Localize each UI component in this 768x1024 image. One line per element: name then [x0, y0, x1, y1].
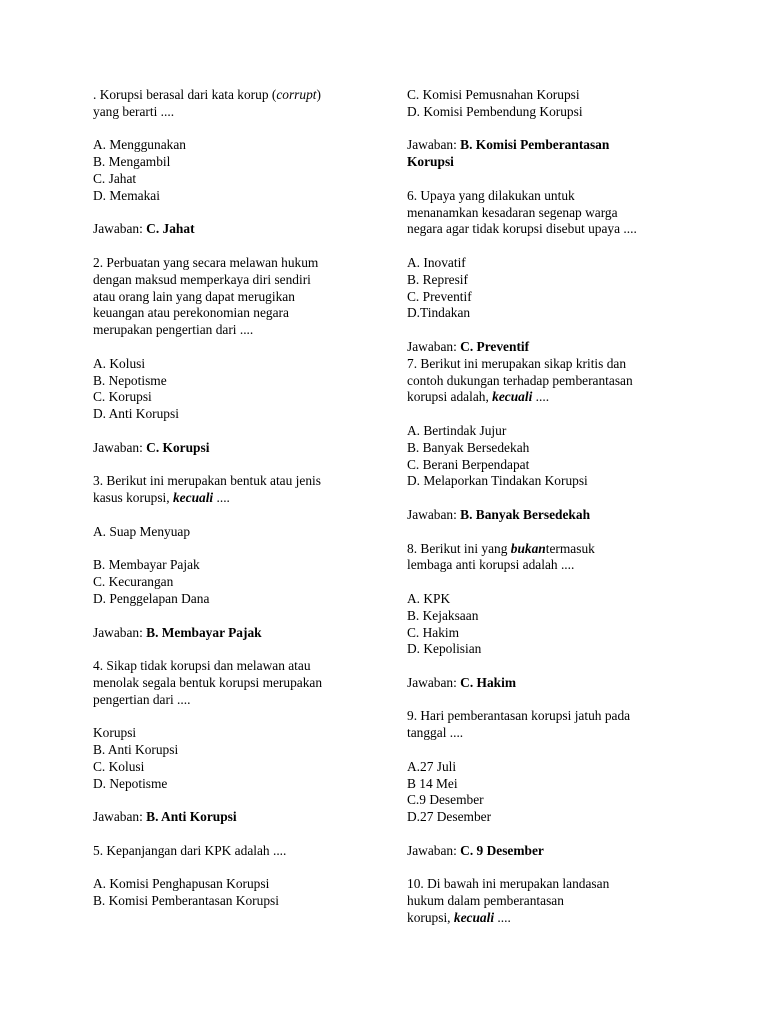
answer-option: B. Anti Korupsi	[93, 742, 179, 758]
question-text: 2. Perbuatan yang secara melawan hukum	[93, 254, 319, 270]
question-text-line	[93, 675, 373, 692]
answer-7	[407, 507, 689, 524]
answer-key-line	[407, 339, 689, 356]
answer-2	[93, 440, 373, 457]
answer-label: Jawaban:	[407, 506, 461, 522]
question-text-line	[407, 893, 689, 910]
options-8	[407, 591, 689, 658]
spacer	[407, 826, 689, 843]
answer-value: C. 9 Desember	[460, 842, 544, 858]
question-text-line	[93, 289, 373, 306]
options-3b	[93, 557, 373, 607]
answer-value: C. Hakim	[460, 674, 516, 690]
question-text: ....	[532, 389, 550, 405]
question-text: 3. Berikut ini merupakan bentuk atau jenis	[93, 473, 321, 489]
answer-value: C. Korupsi	[146, 439, 210, 455]
question-text-line	[407, 910, 689, 927]
spacer	[407, 238, 689, 255]
question-text-line	[407, 205, 689, 222]
spacer	[93, 608, 373, 625]
answer-option: D. Memakai	[93, 187, 160, 203]
question-text-line	[93, 473, 373, 490]
options-3a	[93, 524, 373, 541]
question-text-line	[93, 272, 373, 289]
question-text: . Korupsi berasal dari kata korup (	[93, 87, 277, 102]
spacer	[407, 658, 689, 675]
answer-3	[93, 625, 373, 642]
question-text: menolak segala bentuk korupsi merupakan	[93, 674, 323, 690]
right-column	[407, 87, 689, 927]
answer-option: C. Preventif	[407, 288, 472, 304]
answer-label: Jawaban:	[407, 842, 461, 858]
emphasis-term: kecuali	[172, 490, 214, 506]
question-text-line	[407, 356, 689, 373]
options-5a	[93, 876, 373, 910]
spacer	[93, 541, 373, 558]
question-text: tanggal ....	[407, 725, 464, 741]
question-text-line	[407, 188, 689, 205]
question-5	[93, 843, 373, 860]
answer-key-line	[407, 137, 689, 154]
spacer	[407, 860, 689, 877]
spacer	[93, 205, 373, 222]
answer-key-line	[93, 440, 373, 457]
question-text: keuangan atau perekonomian negara	[93, 305, 289, 321]
answer-option: B. Represif	[407, 271, 468, 287]
question-text-line	[93, 658, 373, 675]
spacer	[407, 524, 689, 541]
answer-label: Jawaban:	[93, 809, 147, 825]
answer-option: A. Kolusi	[93, 355, 146, 371]
question-text-line	[407, 708, 689, 725]
question-text-line	[93, 843, 373, 860]
spacer	[407, 121, 689, 138]
answer-4	[93, 809, 373, 826]
spacer	[407, 574, 689, 591]
spacer	[93, 457, 373, 474]
question-text: termasuk	[545, 540, 595, 556]
question-text: 9. Hari pemberantasan korupsi jatuh pada	[407, 708, 631, 724]
answer-value: C. Jahat	[146, 221, 195, 237]
answer-value: B. Komisi Pemberantasan	[460, 137, 610, 153]
answer-option: B. Kejaksaan	[407, 607, 479, 623]
spacer	[93, 792, 373, 809]
question-text: hukum dalam pemberantasan	[407, 893, 564, 909]
answer-option: C. Kolusi	[93, 758, 145, 774]
question-text: merupakan pengertian dari ....	[93, 322, 254, 338]
spacer	[93, 507, 373, 524]
answer-option: B. Mengambil	[93, 154, 171, 170]
question-text-line	[93, 255, 373, 272]
answer-option: C. Korupsi	[93, 389, 152, 405]
answer-option: B. Nepotisme	[93, 372, 167, 388]
spacer	[93, 423, 373, 440]
answer-option: B. Membayar Pajak	[93, 557, 200, 573]
question-4	[93, 658, 373, 708]
question-text: contoh dukungan terhadap pemberantasan	[407, 372, 633, 388]
question-7	[407, 356, 689, 406]
answer-label: Jawaban:	[93, 624, 147, 640]
question-text: yang berarti ....	[93, 103, 175, 119]
options-5b	[407, 87, 689, 121]
question-text: 8. Berikut ini yang	[407, 540, 511, 556]
answer-9	[407, 843, 689, 860]
answer-label: Jawaban:	[407, 674, 461, 690]
answer-6	[407, 339, 689, 356]
question-text: pengertian dari ....	[93, 691, 191, 707]
question-text: 6. Upaya yang dilakukan untuk	[407, 187, 575, 203]
question-text-line	[93, 692, 373, 709]
answer-option: A. Suap Menyuap	[93, 523, 191, 539]
question-text-line	[93, 87, 373, 104]
question-text-line	[93, 322, 373, 339]
italic-term: corrupt	[276, 87, 317, 102]
answer-option: C. Jahat	[93, 170, 137, 186]
answer-option: D. Melaporkan Tindakan Korupsi	[407, 473, 588, 489]
answer-label: Jawaban:	[407, 338, 461, 354]
question-text: 5. Kepanjangan dari KPK adalah ....	[93, 842, 287, 858]
answer-key-line	[407, 843, 689, 860]
answer-key-line	[407, 675, 689, 692]
answer-option: C. Kecurangan	[93, 574, 174, 590]
question-text-line	[93, 104, 373, 121]
question-text: korupsi adalah,	[407, 389, 493, 405]
answer-key-line	[407, 154, 689, 171]
spacer	[93, 121, 373, 138]
answer-option: D. Anti Korupsi	[93, 406, 179, 422]
answer-key-line	[407, 507, 689, 524]
question-text: )	[316, 87, 321, 102]
options-2	[93, 356, 373, 423]
question-text-line	[407, 373, 689, 390]
question-text: 7. Berikut ini merupakan sikap kritis dan	[407, 355, 627, 371]
answer-1	[93, 221, 373, 238]
question-1	[93, 87, 373, 121]
question-text: 10. Di bawah ini merupakan landasan	[407, 876, 610, 892]
answer-option: A. KPK	[407, 590, 451, 606]
spacer	[407, 322, 689, 339]
options-1	[93, 137, 373, 204]
question-text-line	[407, 557, 689, 574]
answer-option: Korupsi	[93, 725, 137, 741]
question-text: negara agar tidak korupsi disebut upaya ....	[407, 221, 637, 237]
answer-option: B. Komisi Pemberantasan Korupsi	[93, 893, 279, 909]
answer-option: D. Penggelapan Dana	[93, 590, 210, 606]
spacer	[93, 860, 373, 877]
answer-label: Jawaban:	[93, 221, 147, 237]
answer-value: B. Banyak Bersedekah	[460, 506, 591, 522]
answer-label: Jawaban:	[93, 439, 147, 455]
question-text-line	[93, 305, 373, 322]
answer-label: Jawaban:	[407, 137, 461, 153]
question-text: lembaga anti korupsi adalah ....	[407, 557, 575, 573]
spacer	[93, 826, 373, 843]
spacer	[93, 641, 373, 658]
spacer	[407, 171, 689, 188]
question-text: 4. Sikap tidak korupsi dan melawan atau	[93, 658, 311, 674]
question-10	[407, 876, 689, 926]
question-text: korupsi,	[407, 910, 454, 926]
answer-option: A.27 Juli	[407, 758, 457, 774]
answer-key-line	[93, 625, 373, 642]
options-9	[407, 759, 689, 826]
answer-option: B. Banyak Bersedekah	[407, 439, 530, 455]
answer-option: D. Kepolisian	[407, 641, 482, 657]
answer-5	[407, 137, 689, 171]
question-text-line	[407, 541, 689, 558]
question-text: kasus korupsi,	[93, 490, 173, 506]
spacer	[93, 708, 373, 725]
question-text-line	[93, 490, 373, 507]
question-9	[407, 708, 689, 742]
question-text: atau orang lain yang dapat merugikan	[93, 288, 295, 304]
answer-key-line	[93, 809, 373, 826]
answer-option: B 14 Mei	[407, 775, 458, 791]
answer-option: C. Hakim	[407, 624, 460, 640]
question-3	[93, 473, 373, 507]
answer-value: B. Membayar Pajak	[146, 624, 262, 640]
question-text: ....	[494, 910, 511, 926]
question-text: menanamkan kesadaran segenap warga	[407, 204, 618, 220]
question-2	[93, 255, 373, 339]
spacer	[407, 742, 689, 759]
question-text-line	[407, 221, 689, 238]
question-text-line	[407, 389, 689, 406]
spacer	[407, 490, 689, 507]
answer-option: C. Komisi Pemusnahan Korupsi	[407, 87, 580, 102]
question-text: ....	[213, 490, 230, 506]
question-text-line	[407, 876, 689, 893]
question-8	[407, 541, 689, 575]
spacer	[407, 692, 689, 709]
options-4	[93, 725, 373, 792]
spacer	[407, 406, 689, 423]
answer-option: D. Nepotisme	[93, 775, 168, 791]
spacer	[93, 238, 373, 255]
answer-option: A. Inovatif	[407, 254, 466, 270]
answer-option: C.9 Desember	[407, 792, 484, 808]
emphasis-term: kecuali	[453, 910, 495, 926]
question-text: dengan maksud memperkaya diri sendiri	[93, 271, 311, 287]
answer-option: D.27 Desember	[407, 809, 492, 825]
question-6	[407, 188, 689, 238]
question-text-line	[407, 725, 689, 742]
answer-value: C. Preventif	[460, 338, 530, 354]
answer-option: A. Komisi Penghapusan Korupsi	[93, 876, 270, 892]
spacer	[93, 339, 373, 356]
emphasis-term: bukan	[510, 540, 546, 556]
emphasis-term: kecuali	[492, 389, 533, 405]
answer-value: B. Anti Korupsi	[146, 809, 237, 825]
answer-option: A. Bertindak Jujur	[407, 422, 507, 438]
answer-option: A. Menggunakan	[93, 137, 186, 153]
options-7	[407, 423, 689, 490]
answer-key-line	[93, 221, 373, 238]
answer-option: D. Komisi Pembendung Korupsi	[407, 103, 583, 119]
answer-option: C. Berani Berpendapat	[407, 456, 530, 472]
answer-8	[407, 675, 689, 692]
answer-option: D.Tindakan	[407, 305, 471, 321]
answer-value: Korupsi	[407, 154, 454, 170]
left-column	[93, 87, 373, 910]
options-6	[407, 255, 689, 322]
